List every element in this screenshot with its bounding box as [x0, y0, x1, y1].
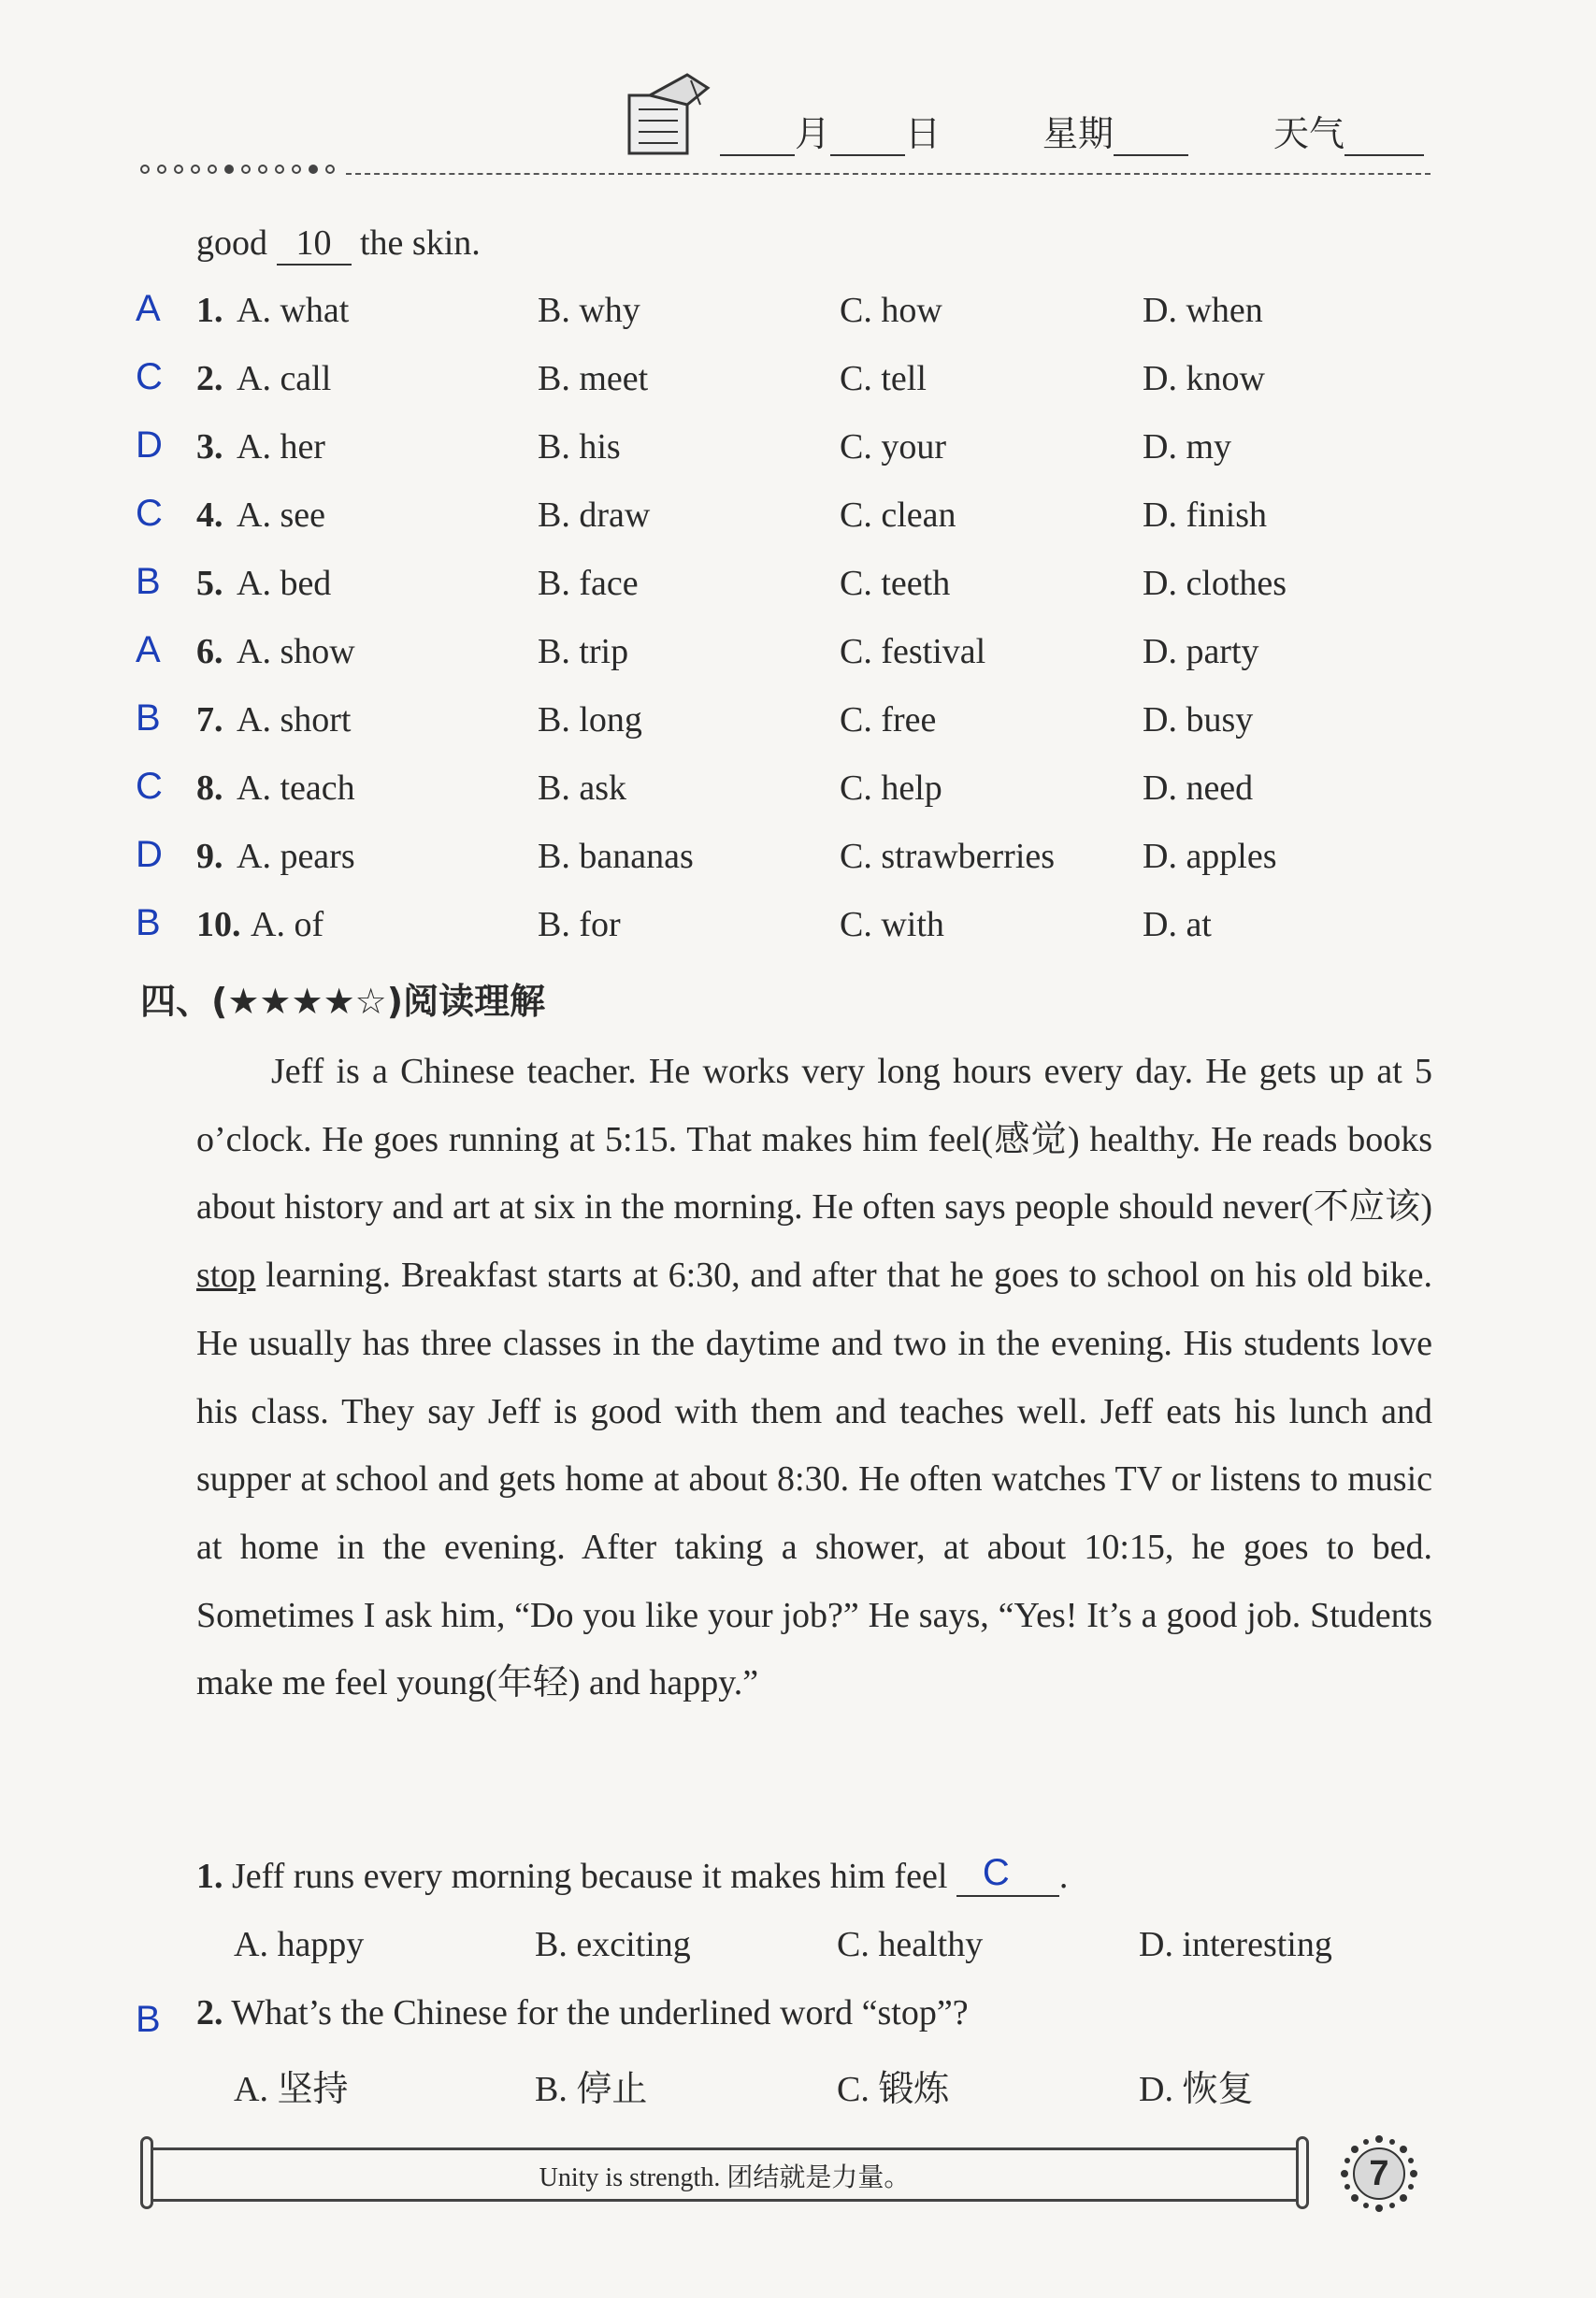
cloze-number: 2. [196, 359, 223, 398]
notebook-icon [622, 67, 715, 161]
continued-line: good 10 the skin. [196, 223, 481, 266]
reading-passage: Jeff is a Chinese teacher. He works very long hours every day. He gets up at 5 o’clock. He goes running at 5:15. That makes him feel(感觉) healthy. He reads books about history and art at six in the morning. He often says people should never(不应该) stop learning. Breakfast starts at 6:30, and after that he goes to school on his old bike. He usually has three classes in the daytime and two in the evening. His students love his class. They say Jeff is good with them and teaches well. Jeff eats his lunch and supper at school and gets home at about 8:30. He often watches TV or listens to music at home in the evening. After taking a shower, at about 10:15, he goes to bed. Sometimes I ask him, “Do you like your job?” He says, “Yes! It’s a good job. Students make me feel young(年轻) and happy.” [196, 1052, 1432, 1703]
cloze-option-a: A. of [251, 905, 324, 944]
cloze-option-d: D. at [1143, 905, 1212, 944]
q1-option-d: D. interesting [1139, 1925, 1332, 1964]
cloze-answer: B [136, 697, 161, 739]
cloze-option-c: C. festival [840, 632, 986, 671]
cloze-number: 8. [196, 768, 223, 808]
answer-q2: B [136, 1999, 161, 2040]
cloze-answer: D [136, 834, 163, 875]
cloze-option-c: C. help [840, 768, 942, 808]
cloze-option-d: D. party [1143, 632, 1259, 671]
cloze-option-a: A. her [237, 427, 325, 467]
cloze-answer: A [136, 629, 161, 670]
cloze-answer: C [136, 493, 163, 534]
cloze-answer: A [136, 288, 161, 329]
footer-scroll [140, 2136, 1309, 2211]
cloze-option-d: D. busy [1143, 700, 1254, 740]
cloze-number: 4. [196, 496, 223, 535]
q2-option-c: C. 锻炼 [837, 2070, 950, 2109]
cloze-answer: D [136, 424, 163, 466]
cloze-option-a: A. pears [237, 837, 355, 876]
page-number: 7 [1369, 2154, 1389, 2193]
cloze-option-d: D. when [1143, 291, 1263, 330]
cloze-answer: B [136, 561, 161, 602]
cloze-number: 9. [196, 837, 223, 876]
cloze-option-d: D. clothes [1143, 564, 1287, 603]
cloze-number: 1. [196, 291, 223, 330]
cloze-number: 5. [196, 564, 223, 603]
cloze-option-c: C. teeth [840, 564, 951, 603]
cloze-option-a: A. see [237, 496, 325, 535]
footer-motto: Unity is strength. 团结就是力量。 [539, 2163, 911, 2192]
cloze-option-a: A. bed [237, 564, 332, 603]
weekday-field: 星期 [1042, 105, 1188, 156]
cloze-option-b: B. ask [538, 768, 626, 808]
question-2: 2. What’s the Chinese for the underlined word “stop”? [196, 1993, 969, 2032]
cloze-number: 7. [196, 700, 223, 740]
cloze-option-c: C. tell [840, 359, 927, 398]
cloze-option-b: B. meet [538, 359, 649, 398]
question-1: 1. Jeff runs every morning because it makes him feel C . [196, 1852, 1069, 1896]
header-dots [140, 165, 335, 174]
cloze-option-a: A. show [237, 632, 355, 671]
answer-blank-1: C [956, 1861, 1059, 1897]
q2-option-a: A. 坚持 [234, 2070, 349, 2109]
cloze-option-b: B. for [538, 905, 621, 944]
cloze-option-c: C. your [840, 427, 946, 467]
cloze-answer: C [136, 356, 163, 397]
cloze-option-c: C. free [840, 700, 937, 740]
cloze-option-c: C. clean [840, 496, 956, 535]
section-title: 四、(★★★★☆)阅读理解 [140, 981, 546, 1022]
cloze-option-d: D. apples [1143, 837, 1277, 876]
cloze-option-d: D. know [1143, 359, 1265, 398]
cloze-option-b: B. face [538, 564, 639, 603]
cloze-option-b: B. why [538, 291, 640, 330]
cloze-number: 6. [196, 632, 223, 671]
cloze-option-d: D. need [1143, 768, 1254, 808]
q1-option-c: C. healthy [837, 1925, 984, 1964]
cloze-answer: B [136, 902, 161, 943]
cloze-option-b: B. bananas [538, 837, 694, 876]
cloze-option-d: D. my [1143, 427, 1231, 467]
cloze-option-d: D. finish [1143, 496, 1267, 535]
q1-option-a: A. happy [234, 1925, 365, 1964]
cloze-option-b: B. draw [538, 496, 651, 535]
cloze-number: 3. [196, 427, 223, 467]
header-divider [346, 173, 1431, 175]
q2-option-d: D. 恢复 [1139, 2070, 1254, 2109]
cloze-option-c: C. with [840, 905, 944, 944]
cloze-option-c: C. strawberries [840, 837, 1056, 876]
cloze-answer: C [136, 766, 163, 807]
cloze-option-b: B. trip [538, 632, 629, 671]
cloze-option-a: A. short [237, 700, 352, 740]
cloze-option-b: B. long [538, 700, 642, 740]
cloze-option-b: B. his [538, 427, 621, 467]
cloze-option-c: C. how [840, 291, 942, 330]
cloze-option-a: A. teach [237, 768, 355, 808]
cloze-number: 10. [196, 905, 241, 944]
weather-field: 天气 [1273, 105, 1424, 156]
q2-option-b: B. 停止 [535, 2070, 648, 2109]
page-number-badge [1337, 2132, 1421, 2216]
date-field: 月 日 [720, 105, 941, 156]
cloze-option-a: A. call [237, 359, 332, 398]
cloze-option-a: A. what [237, 291, 350, 330]
underlined-word: stop [196, 1256, 256, 1296]
q1-option-b: B. exciting [535, 1925, 691, 1964]
